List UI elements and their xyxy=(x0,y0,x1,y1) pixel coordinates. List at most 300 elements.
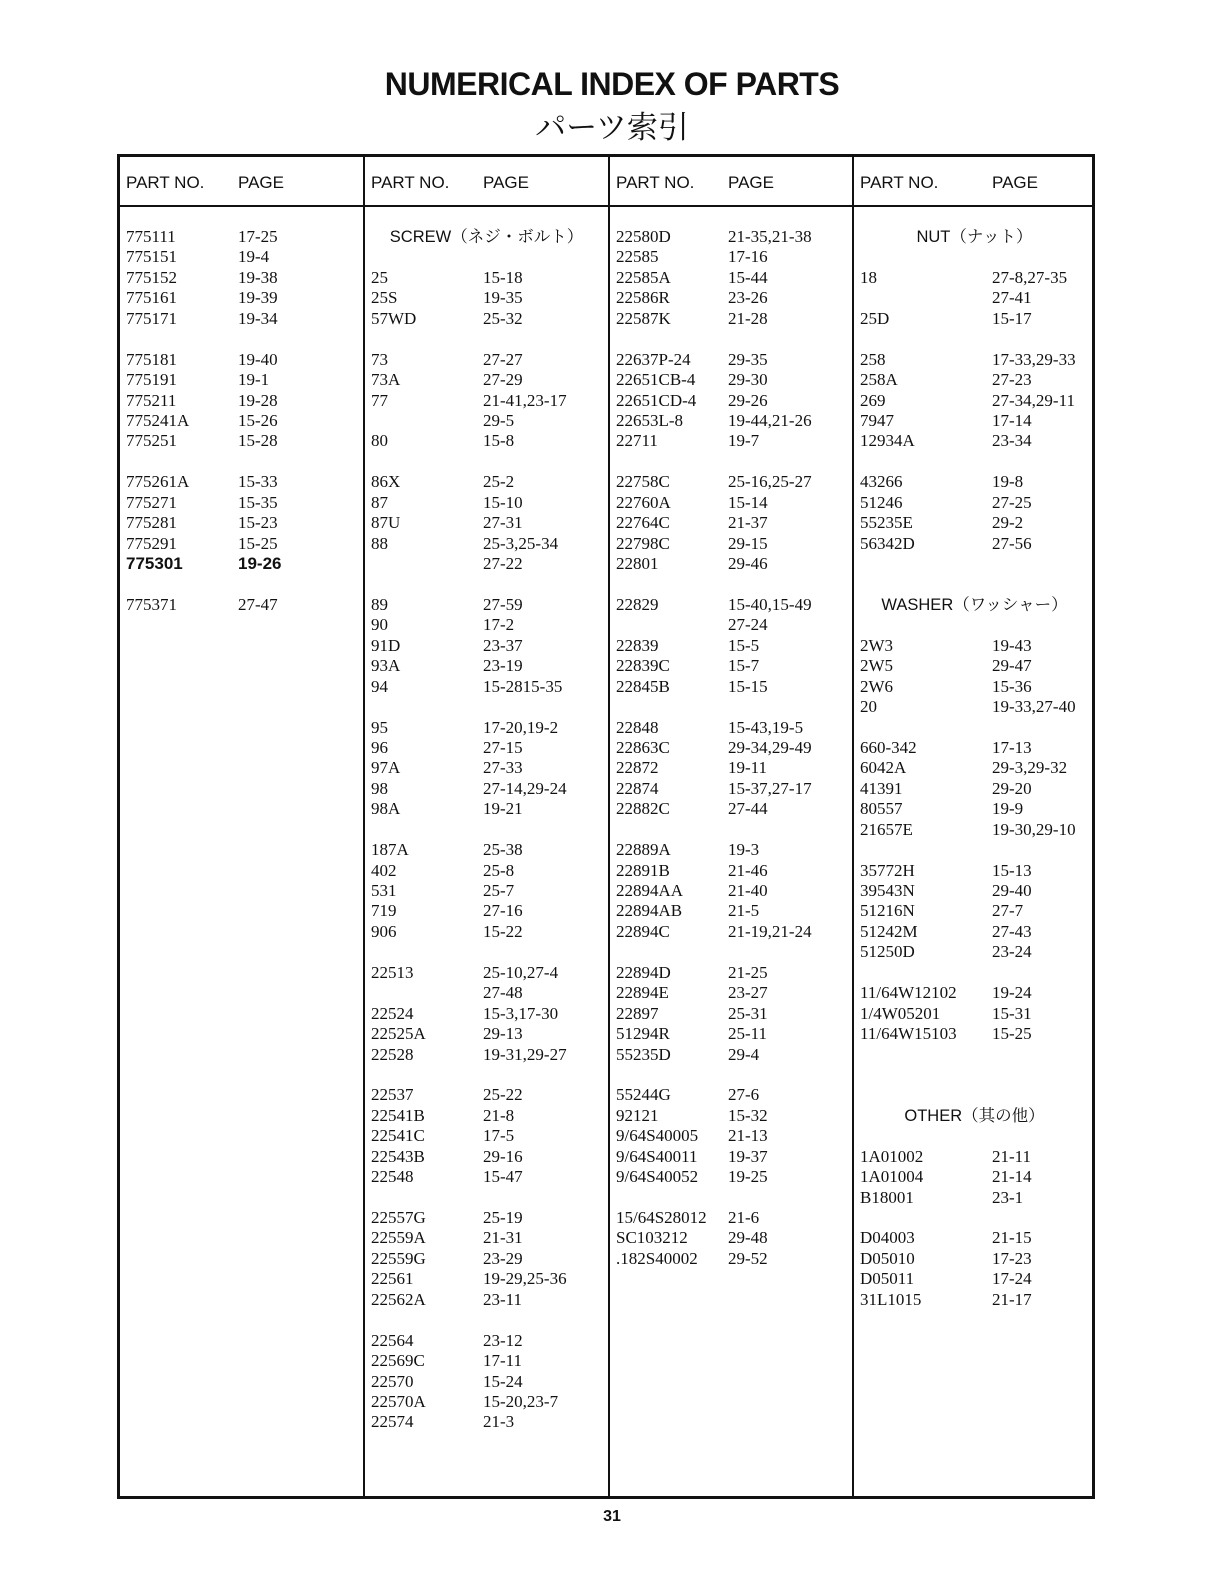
page-reference: 29-15 xyxy=(728,533,768,553)
part-row xyxy=(854,350,1095,370)
part-row xyxy=(365,1228,608,1248)
blank-row xyxy=(854,554,1095,574)
part-number: 775261A xyxy=(126,472,190,492)
page-reference: 15-25 xyxy=(992,1024,1032,1044)
part-number: 55235D xyxy=(616,1044,671,1064)
part-number: 775161 xyxy=(126,288,177,308)
blank-row xyxy=(854,963,1095,983)
part-row xyxy=(854,370,1095,390)
page-reference: 21-11 xyxy=(992,1146,1032,1166)
part-row xyxy=(610,963,852,983)
blank-row xyxy=(365,697,608,717)
part-number: 22570 xyxy=(371,1371,414,1391)
part-row xyxy=(365,1085,608,1105)
page-reference: 15-28 xyxy=(238,431,278,451)
part-number: .182S40002 xyxy=(616,1248,698,1268)
part-number: 22525A xyxy=(371,1024,426,1044)
part-row xyxy=(610,513,852,533)
part-row xyxy=(365,1412,608,1432)
page-reference: 27-6 xyxy=(728,1085,760,1105)
part-row xyxy=(610,288,852,308)
part-row xyxy=(365,411,608,431)
part-number: 1A01002 xyxy=(860,1146,924,1166)
page-reference: 25-22 xyxy=(483,1085,523,1105)
part-row xyxy=(120,493,363,513)
part-number: 22848 xyxy=(616,717,659,737)
part-row xyxy=(365,288,608,308)
page-reference: 15-37,27-17 xyxy=(728,778,812,798)
blank-row xyxy=(610,820,852,840)
page-reference: 21-8 xyxy=(483,1105,515,1125)
blank-row xyxy=(610,1065,852,1085)
page-reference: 25-32 xyxy=(483,308,523,328)
page-reference: 25-8 xyxy=(483,860,515,880)
part-number: 1/4W05201 xyxy=(860,1003,941,1023)
page-reference: 21-25 xyxy=(728,962,768,982)
part-number: 51250D xyxy=(860,942,915,962)
section-heading: OTHER（其の他） xyxy=(904,1106,1045,1125)
part-row xyxy=(610,554,852,574)
part-row xyxy=(610,615,852,635)
part-row xyxy=(610,391,852,411)
page-reference: 15-18 xyxy=(483,267,523,287)
blank-row xyxy=(854,329,1095,349)
part-row xyxy=(610,779,852,799)
part-number: 258A xyxy=(860,370,898,390)
part-row xyxy=(854,411,1095,431)
part-row xyxy=(120,411,363,431)
page-reference: 29-26 xyxy=(728,390,768,410)
section-heading: SCREW（ネジ・ボルト） xyxy=(389,228,584,246)
page-reference: 19-43 xyxy=(992,635,1032,655)
part-number: 86X xyxy=(371,472,401,492)
page-reference: 19-11 xyxy=(728,758,768,778)
page-reference: 29-5 xyxy=(483,410,515,430)
part-number: 95 xyxy=(371,717,388,737)
part-row xyxy=(120,513,363,533)
part-number: B18001 xyxy=(860,1187,914,1207)
blank-row xyxy=(854,615,1095,635)
part-number: 7947 xyxy=(860,410,894,430)
blank-row xyxy=(120,574,363,594)
part-number: 20 xyxy=(860,697,877,717)
part-number: 22548 xyxy=(371,1167,414,1187)
part-row xyxy=(854,881,1095,901)
part-row xyxy=(365,1372,608,1392)
part-number: 22839C xyxy=(616,656,670,676)
part-number: 22637P-24 xyxy=(616,349,691,369)
part-row xyxy=(854,268,1095,288)
part-number: 22585 xyxy=(616,247,659,267)
part-row xyxy=(610,758,852,778)
part-row xyxy=(610,922,852,942)
blank-row xyxy=(365,1065,608,1085)
page-reference: 29-13 xyxy=(483,1024,523,1044)
part-row xyxy=(610,636,852,656)
part-number: 97A xyxy=(371,758,401,778)
part-row xyxy=(365,901,608,921)
part-row xyxy=(365,1024,608,1044)
part-row xyxy=(854,820,1095,840)
part-number: 906 xyxy=(371,921,397,941)
page-reference: 27-27 xyxy=(483,349,523,369)
part-row xyxy=(610,799,852,819)
part-row xyxy=(365,513,608,533)
part-number: 22874 xyxy=(616,778,659,798)
blank-row xyxy=(854,247,1095,267)
part-row xyxy=(610,411,852,431)
part-number: 775241A xyxy=(126,410,190,430)
part-number: 22587K xyxy=(616,308,671,328)
blank-row xyxy=(365,1310,608,1330)
blank-row xyxy=(854,452,1095,472)
part-number: 22839 xyxy=(616,635,659,655)
part-row xyxy=(854,758,1095,778)
part-number: 22562A xyxy=(371,1289,426,1309)
part-no-header: PART NO. xyxy=(371,173,450,192)
part-number: 22897 xyxy=(616,1003,659,1023)
part-row xyxy=(120,247,363,267)
part-row xyxy=(854,677,1095,697)
part-number: 2W3 xyxy=(860,635,894,655)
page-reference: 19-39 xyxy=(238,288,278,308)
part-number: 775291 xyxy=(126,533,177,553)
part-number: SC103212 xyxy=(616,1228,688,1248)
index-column-4 xyxy=(854,157,1095,1496)
page-reference: 25-16,25-27 xyxy=(728,472,812,492)
column-rows xyxy=(365,227,608,1433)
part-number: 775371 xyxy=(126,594,177,614)
blank-row xyxy=(365,329,608,349)
page-reference: 29-40 xyxy=(992,881,1032,900)
part-row xyxy=(365,309,608,329)
part-row xyxy=(854,1004,1095,1024)
part-row xyxy=(120,472,363,492)
part-row xyxy=(854,1147,1095,1167)
part-row xyxy=(854,656,1095,676)
part-row xyxy=(610,840,852,860)
page-reference: 19-21 xyxy=(483,799,523,819)
page-reference: 21-14 xyxy=(992,1167,1032,1187)
page-reference: 19-38 xyxy=(238,267,278,287)
page-reference: 29-34,29-49 xyxy=(728,737,812,757)
page-reference: 27-25 xyxy=(992,492,1032,512)
part-row xyxy=(854,431,1095,451)
part-number: 22758C xyxy=(616,472,670,492)
part-row xyxy=(120,309,363,329)
part-number: 25S xyxy=(371,288,398,308)
page-reference: 27-44 xyxy=(728,799,768,819)
part-row xyxy=(610,431,852,451)
part-number: 22863C xyxy=(616,737,670,757)
page-reference: 15-35 xyxy=(238,492,278,512)
part-row xyxy=(120,391,363,411)
page-reference: 25-10,27-4 xyxy=(483,962,559,982)
part-row xyxy=(610,268,852,288)
part-row xyxy=(365,922,608,942)
part-row xyxy=(365,1004,608,1024)
part-number: 22653L-8 xyxy=(616,410,684,430)
part-row xyxy=(365,391,608,411)
parts-index-table xyxy=(117,154,1095,1499)
part-number: 22651CB-4 xyxy=(616,370,696,390)
part-row xyxy=(854,983,1095,1003)
part-row xyxy=(854,391,1095,411)
part-row xyxy=(365,963,608,983)
page-header: PAGE xyxy=(992,173,1038,192)
page-reference: 21-28 xyxy=(728,308,768,328)
page-reference: 17-13 xyxy=(992,737,1032,757)
page-reference: 15-22 xyxy=(483,921,523,941)
page-reference: 15-2815-35 xyxy=(483,676,563,696)
part-number: 43266 xyxy=(860,472,903,492)
part-number: 258 xyxy=(860,349,886,369)
page-reference: 17-23 xyxy=(992,1248,1032,1268)
part-row xyxy=(854,861,1095,881)
page-reference: 19-33,27-40 xyxy=(992,697,1076,717)
part-row xyxy=(854,779,1095,799)
page-reference: 29-3,29-32 xyxy=(992,758,1068,778)
part-number: 31L1015 xyxy=(860,1289,922,1309)
page-reference: 29-35 xyxy=(728,349,768,369)
part-row xyxy=(120,268,363,288)
page-reference: 21-40 xyxy=(728,881,768,900)
page-reference: 23-34 xyxy=(992,431,1032,451)
blank-row xyxy=(854,718,1095,738)
page-reference: 27-59 xyxy=(483,594,523,614)
part-row xyxy=(365,718,608,738)
index-column-1 xyxy=(120,157,363,1496)
part-row xyxy=(854,1228,1095,1248)
index-column-3 xyxy=(610,157,852,1496)
section-heading: NUT（ナット） xyxy=(916,228,1033,246)
part-row xyxy=(610,1045,852,1065)
part-number: 22894D xyxy=(616,962,671,982)
part-number: 87U xyxy=(371,513,401,533)
part-number: 22894AB xyxy=(616,901,683,921)
page-reference: 21-37 xyxy=(728,513,768,533)
page-reference: 19-3 xyxy=(728,840,760,860)
part-row xyxy=(120,227,363,247)
page-reference: 27-24 xyxy=(728,615,768,635)
page-reference: 15-44 xyxy=(728,267,768,287)
index-column-2 xyxy=(365,157,608,1496)
part-row xyxy=(854,1188,1095,1208)
section-heading: WASHER（ワッシャー） xyxy=(881,595,1068,614)
page-reference: 23-27 xyxy=(728,983,768,1003)
part-number: 22541C xyxy=(371,1126,425,1146)
page-reference: 15-43,19-5 xyxy=(728,717,804,737)
part-row xyxy=(365,677,608,697)
part-number: 73A xyxy=(371,370,401,390)
page-reference: 15-14 xyxy=(728,492,768,512)
page-reference: 17-11 xyxy=(483,1351,523,1371)
page-reference: 23-1 xyxy=(992,1187,1024,1207)
part-row xyxy=(120,288,363,308)
page-reference: 21-5 xyxy=(728,901,760,921)
page-reference: 27-7 xyxy=(992,901,1024,921)
part-number: 719 xyxy=(371,901,397,921)
blank-row xyxy=(365,247,608,267)
page-reference: 23-19 xyxy=(483,656,523,676)
page-reference: 15-7 xyxy=(728,656,760,676)
blank-row xyxy=(365,820,608,840)
page-reference: 27-8,27-35 xyxy=(992,267,1068,287)
page-reference: 15-32 xyxy=(728,1105,768,1125)
page-reference: 27-43 xyxy=(992,921,1032,941)
page-reference: 21-13 xyxy=(728,1126,768,1146)
part-number: 77 xyxy=(371,390,388,410)
page-reference: 27-15 xyxy=(483,737,523,757)
page-reference: 25-7 xyxy=(483,881,515,900)
page-reference: 15-10 xyxy=(483,492,523,512)
page-reference: 29-48 xyxy=(728,1228,768,1248)
part-number: 18 xyxy=(860,267,877,287)
part-row xyxy=(365,1106,608,1126)
part-row xyxy=(365,1392,608,1412)
part-number: 775191 xyxy=(126,370,177,390)
page-reference: 27-14,29-24 xyxy=(483,778,567,798)
page-reference: 27-22 xyxy=(483,554,523,573)
part-row xyxy=(610,1106,852,1126)
part-number: 22541B xyxy=(371,1105,425,1125)
part-row xyxy=(610,1208,852,1228)
part-number: 96 xyxy=(371,737,388,757)
part-row xyxy=(365,983,608,1003)
page-reference: 15-25 xyxy=(238,533,278,553)
blank-row xyxy=(610,329,852,349)
part-row xyxy=(610,493,852,513)
page-subtitle: パーツ索引 xyxy=(535,110,689,146)
part-row xyxy=(365,636,608,656)
part-number: 22564 xyxy=(371,1330,414,1350)
part-row xyxy=(365,1351,608,1371)
page-reference: 23-24 xyxy=(992,942,1032,962)
part-row xyxy=(610,1249,852,1269)
part-number: 22889A xyxy=(616,840,671,860)
part-row xyxy=(610,227,852,247)
blank-row xyxy=(365,452,608,472)
blank-row xyxy=(120,329,363,349)
part-row xyxy=(365,758,608,778)
page-header: PAGE xyxy=(238,173,284,192)
part-number: 11/64W12102 xyxy=(860,983,957,1003)
page-reference: 25-3,25-34 xyxy=(483,533,559,553)
part-number: 80 xyxy=(371,431,388,451)
page-header: PAGE xyxy=(728,173,774,192)
page-reference: 25-11 xyxy=(728,1024,768,1044)
part-row xyxy=(610,983,852,1003)
blank-row xyxy=(854,574,1095,594)
part-number: 775111 xyxy=(126,227,176,246)
blank-row xyxy=(610,1188,852,1208)
page-reference: 25-19 xyxy=(483,1208,523,1227)
part-row xyxy=(610,472,852,492)
part-row xyxy=(854,534,1095,554)
part-row xyxy=(610,656,852,676)
part-row xyxy=(365,431,608,451)
part-row xyxy=(610,1085,852,1105)
page-reference: 27-48 xyxy=(483,983,523,1003)
blank-row xyxy=(854,1045,1095,1065)
part-row xyxy=(365,840,608,860)
part-number: D05011 xyxy=(860,1269,915,1289)
part-row xyxy=(610,534,852,554)
part-row xyxy=(120,595,363,615)
part-row xyxy=(365,1045,608,1065)
part-number: 2W5 xyxy=(860,656,894,676)
page-reference: 21-17 xyxy=(992,1289,1032,1309)
part-row xyxy=(365,861,608,881)
part-number: 2W6 xyxy=(860,676,894,696)
part-number: 39543N xyxy=(860,881,915,900)
part-number: 22513 xyxy=(371,962,414,982)
page-reference: 19-44,21-26 xyxy=(728,410,812,430)
part-number: 94 xyxy=(371,676,388,696)
part-row xyxy=(610,1167,852,1187)
page-reference: 19-25 xyxy=(728,1167,768,1187)
part-number: 56342D xyxy=(860,533,915,553)
part-row xyxy=(854,636,1095,656)
part-row xyxy=(610,1147,852,1167)
part-number: 57WD xyxy=(371,308,417,328)
page-reference: 15-17 xyxy=(992,308,1032,328)
page-reference: 29-52 xyxy=(728,1248,768,1268)
column-rows xyxy=(610,227,852,1269)
part-number: 775211 xyxy=(126,390,177,410)
page-reference: 19-29,25-36 xyxy=(483,1269,567,1289)
page-reference: 21-41,23-17 xyxy=(483,390,567,410)
page-reference: 21-35,21-38 xyxy=(728,227,812,246)
part-row xyxy=(854,697,1095,717)
page-reference: 15-40,15-49 xyxy=(728,594,812,614)
part-row xyxy=(120,431,363,451)
part-row xyxy=(365,738,608,758)
part-number: 98 xyxy=(371,778,388,798)
part-number: 22561 xyxy=(371,1269,414,1289)
part-row xyxy=(854,942,1095,962)
part-number: 22586R xyxy=(616,288,670,308)
part-number: 9/64S40052 xyxy=(616,1167,699,1187)
part-number: 22559A xyxy=(371,1228,426,1248)
page-reference: 15-31 xyxy=(992,1003,1032,1023)
page-reference: 15-26 xyxy=(238,410,278,430)
part-number: 22585A xyxy=(616,267,671,287)
page-reference: 25-31 xyxy=(728,1003,768,1023)
page-reference: 15-15 xyxy=(728,676,768,696)
blank-row xyxy=(365,1188,608,1208)
part-number: 22882C xyxy=(616,799,670,819)
part-no-header: PART NO. xyxy=(860,173,939,192)
blank-row xyxy=(610,452,852,472)
part-number: 21657E xyxy=(860,819,913,839)
page-reference: 19-9 xyxy=(992,799,1024,819)
part-number: 22894AA xyxy=(616,881,684,900)
part-row xyxy=(365,1331,608,1351)
part-row xyxy=(120,350,363,370)
part-number: 22829 xyxy=(616,594,659,614)
part-row xyxy=(854,472,1095,492)
part-row xyxy=(610,901,852,921)
page-reference: 15-36 xyxy=(992,676,1032,696)
page-reference: 17-2 xyxy=(483,615,515,635)
part-number: 22764C xyxy=(616,513,670,533)
page-reference: 21-31 xyxy=(483,1228,523,1248)
part-row xyxy=(610,309,852,329)
part-number: 93A xyxy=(371,656,401,676)
part-number: 22580D xyxy=(616,227,671,246)
part-number: 25 xyxy=(371,267,388,287)
